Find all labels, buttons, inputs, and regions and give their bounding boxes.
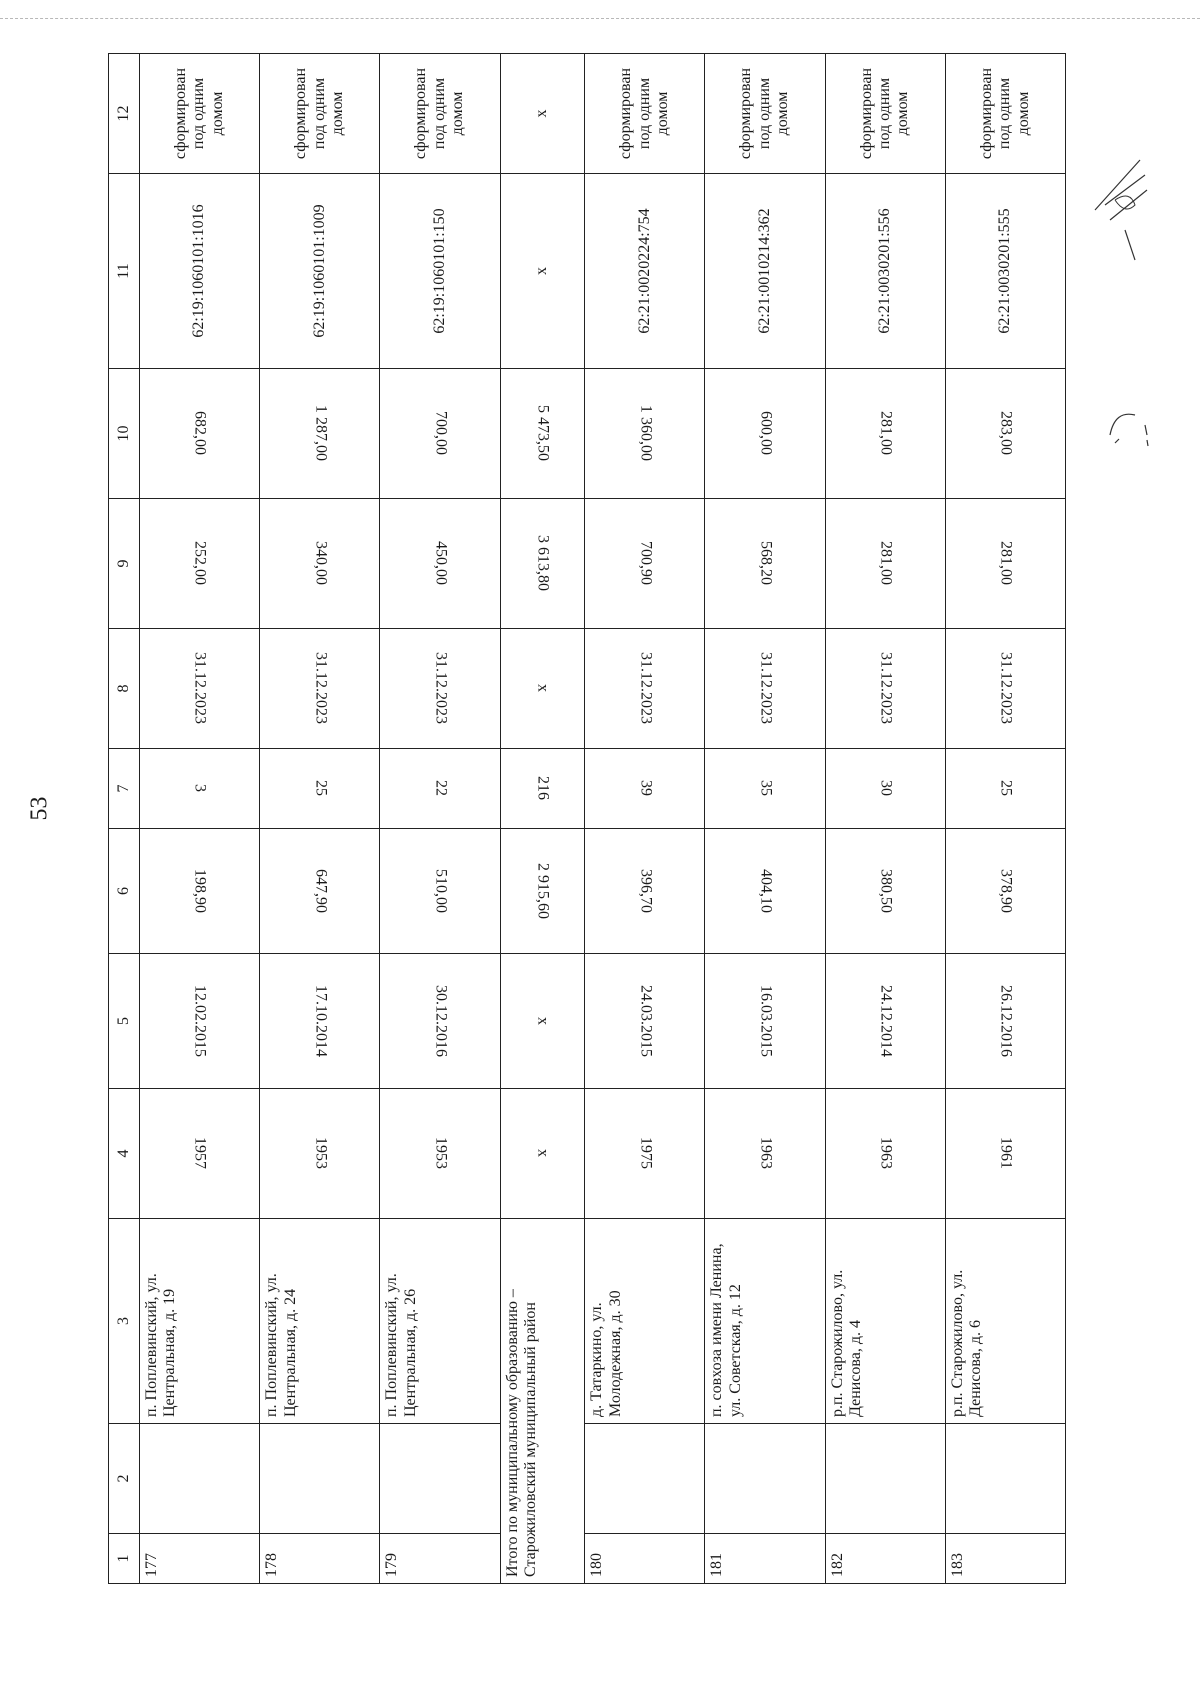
table-cell — [260, 1219, 380, 1424]
col-header: 10 — [109, 369, 140, 499]
col-header: 3 — [109, 1219, 140, 1424]
table-cell — [585, 629, 705, 749]
table-cell — [380, 629, 500, 749]
cell-text: р.п. Старожилово, ул. Денисова, д. 6 — [948, 1269, 985, 1417]
total-row — [500, 54, 585, 1584]
cell-text: сформирован под одним домом — [737, 67, 792, 160]
table-cell — [705, 369, 825, 499]
cell-text: 180 — [588, 1553, 606, 1577]
col-header: 8 — [109, 629, 140, 749]
table-cell — [260, 1424, 380, 1534]
table-cell — [380, 499, 500, 629]
table-cell — [260, 954, 380, 1089]
table-cell — [260, 174, 380, 369]
table-cell — [380, 1534, 500, 1584]
cell-text: 1975 — [636, 1137, 654, 1170]
cell-text: 62:21:0030201:555 — [996, 208, 1014, 334]
cell-text: 1963 — [877, 1137, 895, 1170]
table-cell — [140, 629, 260, 749]
cell-text: сформирован под одним домом — [292, 67, 346, 160]
cell-text: сформирован под одним домом — [172, 67, 226, 160]
cell-text: п. Поплевинский, ул. Центральная, д. 24 — [263, 1273, 299, 1417]
table-cell — [705, 1534, 825, 1584]
table-cell — [380, 174, 500, 369]
cell-text: 700,00 — [432, 411, 450, 456]
cell-text: 62:21:0020224:754 — [635, 208, 653, 334]
cell-text: 396,70 — [636, 869, 654, 913]
cell-text: 30.12.2016 — [432, 985, 450, 1057]
cell-text: сформирован под одним домом — [617, 67, 671, 160]
cell-text: 62:19:1060101:1009 — [310, 204, 328, 338]
table-cell — [585, 1219, 705, 1424]
cell-text: п. Поплевинский, ул. Центральная, д. 19 — [143, 1273, 179, 1417]
cell-text: х — [533, 109, 551, 118]
table-cell — [585, 954, 705, 1089]
table-cell — [585, 499, 705, 629]
cell-text: 700,90 — [636, 541, 654, 586]
table-cell — [140, 54, 260, 174]
cell-text: сформирован под одним домом — [412, 67, 467, 160]
cell-text: 568,20 — [757, 541, 775, 586]
table-cell — [140, 499, 260, 629]
cell-text: д. Татаркино, ул. Молодежная, д. 30 — [588, 1290, 624, 1417]
table-cell — [500, 1089, 585, 1219]
table-cell — [945, 1219, 1065, 1424]
cell-text: 281,00 — [877, 411, 895, 456]
table-cell — [945, 954, 1065, 1089]
cell-text: 178 — [263, 1553, 281, 1577]
table-cell — [585, 749, 705, 829]
table-cell — [825, 174, 945, 369]
table-cell — [705, 1089, 825, 1219]
table-cell — [945, 1089, 1065, 1219]
table-cell — [705, 1424, 825, 1534]
cell-text: 24.03.2015 — [636, 985, 654, 1057]
cell-text: 31.12.2023 — [636, 652, 654, 725]
table-cell — [945, 369, 1065, 499]
cell-text: 183 — [948, 1553, 966, 1577]
table-cell — [500, 954, 585, 1089]
cell-text: 198,90 — [191, 869, 209, 913]
table-row — [825, 54, 945, 1584]
cell-text: 16.03.2015 — [757, 985, 775, 1057]
col-header: 1 — [109, 1534, 140, 1584]
cell-text: 1957 — [191, 1137, 209, 1170]
table-cell — [705, 749, 825, 829]
table-cell — [500, 749, 585, 829]
table-row — [585, 54, 705, 1584]
table-cell — [500, 369, 585, 499]
table-cell — [585, 174, 705, 369]
table-cell — [585, 1534, 705, 1584]
cell-text: 216 — [534, 776, 552, 801]
table-cell — [380, 1219, 500, 1424]
cell-text: 17.10.2014 — [311, 985, 329, 1057]
col-header: 12 — [109, 54, 140, 174]
cell-text: 1 287,00 — [311, 405, 329, 462]
table-cell — [705, 54, 825, 174]
table-cell — [260, 749, 380, 829]
table-cell — [585, 829, 705, 954]
table-cell — [500, 54, 585, 174]
cell-text: 252,00 — [191, 541, 209, 586]
table-cell — [500, 174, 585, 369]
cell-text: сформирован под одним домом — [977, 67, 1032, 160]
cell-text: 450,00 — [432, 541, 450, 586]
page-number: 53 — [26, 796, 53, 821]
col-header: 2 — [109, 1424, 140, 1534]
cell-text: 380,50 — [877, 869, 895, 913]
table-cell — [825, 629, 945, 749]
cell-text: 281,00 — [997, 541, 1015, 586]
col-header: 6 — [109, 829, 140, 954]
table-cell — [140, 954, 260, 1089]
scan-edge-line — [0, 18, 1200, 19]
cell-text: 62:21:0010214:362 — [755, 208, 773, 334]
cell-text: 1961 — [997, 1137, 1015, 1170]
cell-text: 25 — [997, 780, 1015, 797]
table-cell — [140, 1534, 260, 1584]
table-cell — [825, 54, 945, 174]
table-cell — [825, 1219, 945, 1424]
table-row — [260, 54, 380, 1584]
table-cell — [140, 1089, 260, 1219]
table-cell — [260, 369, 380, 499]
cell-text: 25 — [311, 780, 329, 797]
col-header: 4 — [109, 1089, 140, 1219]
cell-text: 31.12.2023 — [311, 652, 329, 725]
cell-text: 26.12.2016 — [997, 985, 1015, 1057]
table-cell — [705, 829, 825, 954]
table-cell — [140, 369, 260, 499]
handwritten-mark — [1085, 150, 1155, 270]
cell-text: 510,00 — [432, 869, 450, 913]
table-cell — [945, 1534, 1065, 1584]
cell-text: 5 473,50 — [534, 405, 552, 462]
cell-text: Итого по муниципальному образованию – Старожиловский муниципальный район — [503, 1289, 539, 1577]
cell-text: х — [533, 267, 551, 275]
cell-text: 682,00 — [191, 411, 209, 456]
cell-text: 31.12.2023 — [191, 652, 209, 725]
table-cell — [825, 369, 945, 499]
table-cell — [380, 749, 500, 829]
cell-text: 31.12.2023 — [757, 652, 775, 725]
table-cell — [380, 1424, 500, 1534]
housing-table — [108, 53, 1066, 1584]
table-cell — [140, 1424, 260, 1534]
cell-text: 3 — [191, 784, 209, 793]
table-cell — [500, 1219, 585, 1584]
cell-text: р.п. Старожилово, ул. Денисова, д. 4 — [828, 1269, 864, 1417]
table-cell — [140, 1219, 260, 1424]
cell-text: 1953 — [432, 1137, 450, 1170]
table-cell — [140, 749, 260, 829]
table-cell — [260, 829, 380, 954]
table-cell — [380, 369, 500, 499]
cell-text: 35 — [757, 780, 775, 797]
col-header: 7 — [109, 749, 140, 829]
table-cell — [705, 499, 825, 629]
cell-text: 31.12.2023 — [997, 652, 1015, 725]
cell-text: 181 — [708, 1553, 726, 1577]
table-cell — [825, 1089, 945, 1219]
table-row — [705, 54, 825, 1584]
table-cell — [500, 829, 585, 954]
cell-text: 1 360,00 — [636, 405, 654, 462]
cell-text: х — [534, 1149, 552, 1158]
table-cell — [945, 829, 1065, 954]
table-cell — [945, 54, 1065, 174]
table-row — [140, 54, 260, 1584]
cell-text: п. Поплевинский, ул. Центральная, д. 26 — [383, 1273, 419, 1417]
table-cell — [140, 829, 260, 954]
cell-text: 283,00 — [997, 411, 1015, 456]
table-row — [945, 54, 1065, 1584]
table-cell — [140, 174, 260, 369]
cell-text: 24.12.2014 — [877, 985, 895, 1057]
header-row — [109, 54, 140, 1584]
table-cell — [945, 499, 1065, 629]
table-cell — [500, 499, 585, 629]
table-cell — [825, 954, 945, 1089]
col-header: 11 — [109, 174, 140, 369]
table-cell — [705, 954, 825, 1089]
cell-text: сформирован под одним домом — [857, 67, 912, 160]
cell-text: 1963 — [757, 1137, 775, 1170]
table-cell — [585, 1424, 705, 1534]
table-cell — [585, 54, 705, 174]
table-cell — [585, 369, 705, 499]
table-cell — [945, 749, 1065, 829]
table-cell — [380, 829, 500, 954]
table-cell — [945, 174, 1065, 369]
cell-text: 1953 — [311, 1137, 329, 1170]
cell-text: 31.12.2023 — [432, 652, 450, 725]
cell-text: 281,00 — [877, 541, 895, 586]
cell-text: 647,90 — [311, 869, 329, 913]
cell-text: 600,00 — [757, 411, 775, 456]
table-cell — [825, 499, 945, 629]
cell-text: 62:19:1060101:150 — [430, 208, 448, 334]
cell-text: 179 — [383, 1553, 401, 1577]
cell-text: п. совхоза имени Ленина, ул. Советская, д. 12 — [708, 1243, 744, 1417]
table-cell — [260, 629, 380, 749]
cell-text: 177 — [143, 1553, 160, 1577]
table-cell — [380, 54, 500, 174]
cell-text: 22 — [432, 780, 450, 797]
cell-text: 378,90 — [997, 869, 1015, 913]
cell-text: 30 — [877, 780, 895, 797]
col-header: 9 — [109, 499, 140, 629]
cell-text: 2 915,60 — [534, 863, 552, 919]
table-cell — [825, 1534, 945, 1584]
table-cell — [260, 1534, 380, 1584]
table-cell — [945, 629, 1065, 749]
cell-text: 62:19:1060101:1016 — [190, 204, 208, 338]
table-cell — [260, 499, 380, 629]
table-cell — [380, 954, 500, 1089]
col-header: 5 — [109, 954, 140, 1089]
cell-text: 62:21:0030201:556 — [875, 208, 893, 334]
cell-text: 340,00 — [311, 541, 329, 586]
table-cell — [825, 749, 945, 829]
table-cell — [705, 1219, 825, 1424]
table-row — [380, 54, 500, 1584]
table-cell — [945, 1424, 1065, 1534]
table-cell — [500, 629, 585, 749]
cell-text: 39 — [636, 780, 654, 797]
cell-text: 404,10 — [757, 869, 775, 913]
cell-text: 31.12.2023 — [877, 652, 895, 725]
table-cell — [380, 1089, 500, 1219]
cell-text: х — [534, 1017, 552, 1025]
table-cell — [825, 1424, 945, 1534]
cell-text: 182 — [828, 1553, 846, 1577]
table-cell — [705, 629, 825, 749]
cell-text: 3 613,80 — [534, 535, 552, 592]
table-cell — [585, 1089, 705, 1219]
table-cell — [825, 829, 945, 954]
cell-text: х — [534, 684, 552, 693]
table-cell — [705, 174, 825, 369]
table-cell — [260, 54, 380, 174]
cell-text: 12.02.2015 — [191, 985, 209, 1057]
handwritten-mark — [1095, 395, 1165, 455]
rotated-table-container — [108, 54, 1066, 1584]
table-cell — [260, 1089, 380, 1219]
